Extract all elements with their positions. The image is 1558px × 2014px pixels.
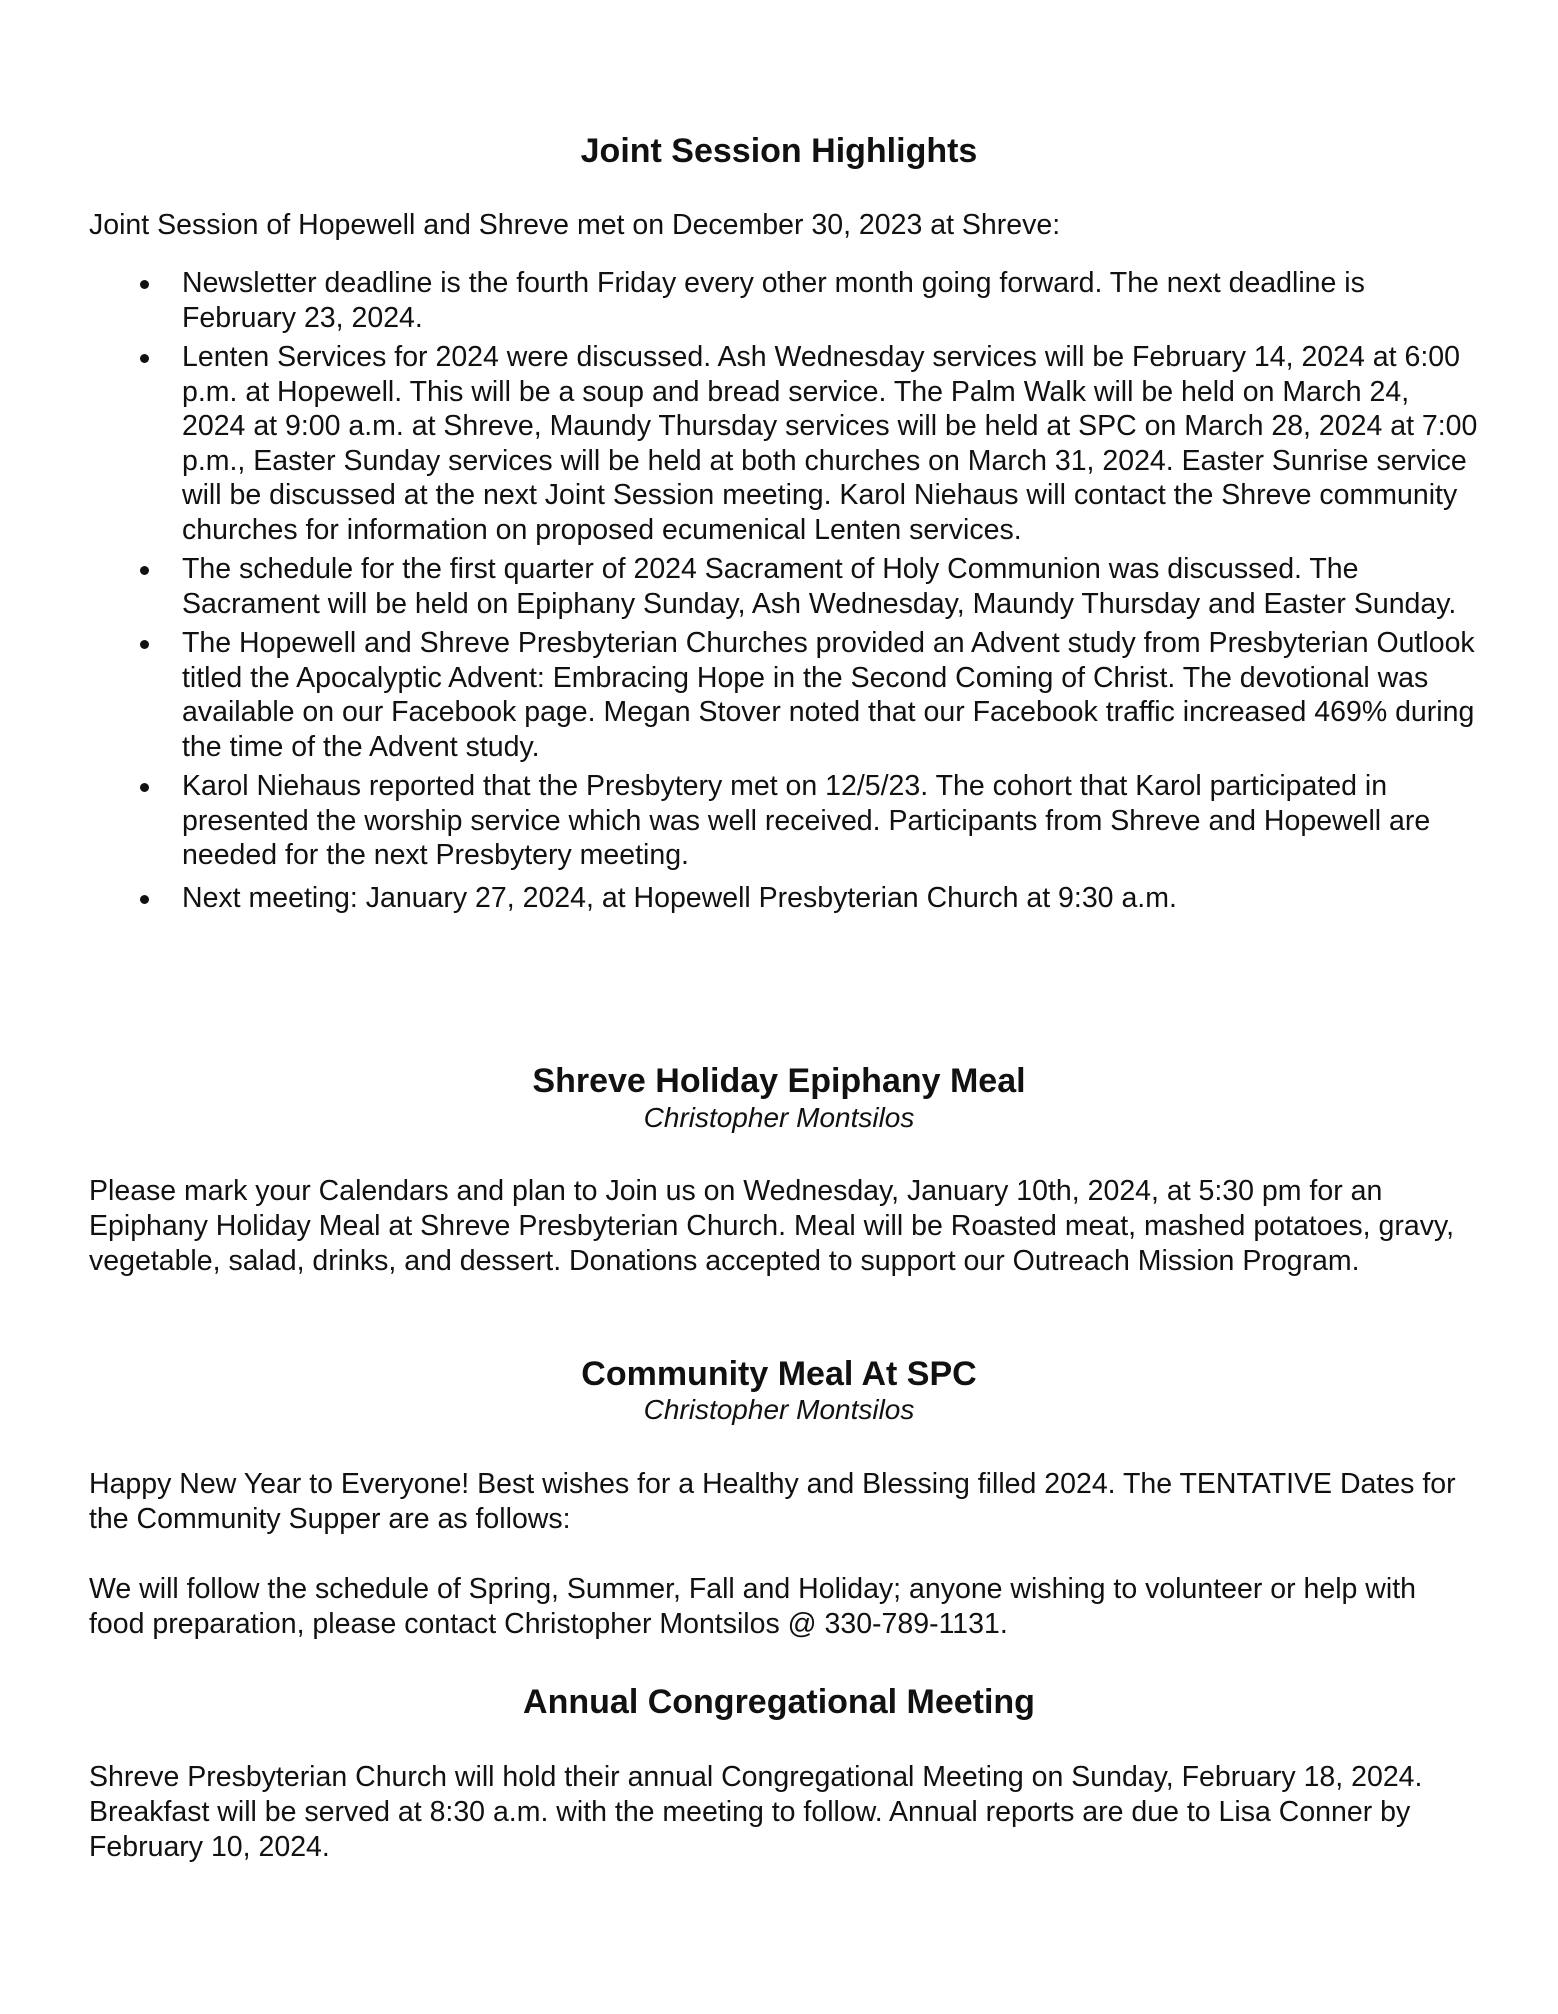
list-item: [89, 769, 1479, 873]
bullet-icon: [140, 640, 149, 649]
list-item-text: Karol Niehaus reported that the Presbytery met on 12/5/23. The cohort that Karol participated in presented the worship service which was well received. Participants from Shreve and Hopewell are needed for the next Presbytery meeting.: [182, 770, 1431, 871]
epiphany-meal-title: Shreve Holiday Epiphany Meal: [532, 1062, 1026, 1100]
community-meal-byline: Christopher Montsilos: [643, 1394, 915, 1425]
list-item-text: Newsletter deadline is the fourth Friday every other month going forward. The next deadline is February 23, 2024.: [182, 267, 1365, 334]
list-item: [89, 626, 1479, 764]
joint-session-title: Joint Session Highlights: [580, 132, 978, 170]
list-item: [89, 881, 1479, 916]
bullet-icon: [140, 895, 149, 904]
epiphany-meal-body: Please mark your Calendars and plan to Join us on Wednesday, January 10th, 2024, at 5:30 pm for an Epiphany Holiday Meal at Shreve Presbyterian Church. Meal will be Roasted meat, mashed potatoes, gravy, vegetable, salad, drinks, and dessert. Donations accepted to support our Outreach Mission Program.: [89, 1175, 1454, 1277]
list-item: [89, 340, 1479, 547]
community-meal-title: Community Meal At SPC: [581, 1355, 977, 1393]
bullet-icon: [140, 783, 149, 792]
community-meal-body-2: We will follow the schedule of Spring, Summer, Fall and Holiday; anyone wishing to volunteer or help with food preparation, please contact Christopher Montsilos @ 330-789-1131.: [89, 1573, 1416, 1640]
joint-session-intro: Joint Session of Hopewell and Shreve met on December 30, 2023 at Shreve:: [89, 209, 1061, 241]
bullet-icon: [140, 566, 149, 575]
annual-meeting-title: Annual Congregational Meeting: [523, 1683, 1035, 1721]
annual-meeting-body: Shreve Presbyterian Church will hold their annual Congregational Meeting on Sunday, February 18, 2024. Breakfast will be served at 8:30 a.m. with the meeting to follow. Annual reports are due to Lisa Conner by February 10, 2024.: [89, 1761, 1423, 1863]
list-item: [89, 552, 1479, 621]
list-item-text: Lenten Services for 2024 were discussed. Ash Wednesday services will be February 14, 2024 at 6:00 p.m. at Hopewell. This will be a soup and bread service. The Palm Walk will be held on March 24, 2024 at 9:00 a.m. at Shreve, Maundy Thursday services will be held at SPC on March 28, 2024 at 7:00 p.m., Easter Sunday services will be held at both churches on March 31, 2024. Easter Sunrise service will be discussed at the next Joint Session meeting. Karol Niehaus will contact the Shreve community churches for information on proposed ecumenical Lenten services.: [182, 341, 1478, 546]
list-item-text: The Hopewell and Shreve Presbyterian Churches provided an Advent study from Presbyterian Outlook titled the Apocalyptic Advent: Embracing Hope in the Second Coming of Christ. The devotional was available on our Facebook page. Megan Stover noted that our Facebook traffic increased 469% during the time of the Advent study.: [182, 627, 1475, 763]
epiphany-meal-byline: Christopher Montsilos: [643, 1102, 915, 1133]
bullet-icon: [140, 354, 149, 363]
list-item-text: Next meeting: January 27, 2024, at Hopewell Presbyterian Church at 9:30 a.m.: [182, 881, 1177, 914]
bullet-icon: [140, 280, 149, 289]
joint-session-list: [89, 266, 1479, 920]
community-meal-body-1: Happy New Year to Everyone! Best wishes for a Healthy and Blessing filled 2024. The TENTATIVE Dates for the Community Supper are as follows:: [89, 1468, 1456, 1535]
list-item: [89, 266, 1479, 335]
list-item-text: The schedule for the first quarter of 2024 Sacrament of Holy Communion was discussed. The Sacrament will be held on Epiphany Sunday, Ash Wednesday, Maundy Thursday and Easter Sunday.: [182, 553, 1457, 620]
